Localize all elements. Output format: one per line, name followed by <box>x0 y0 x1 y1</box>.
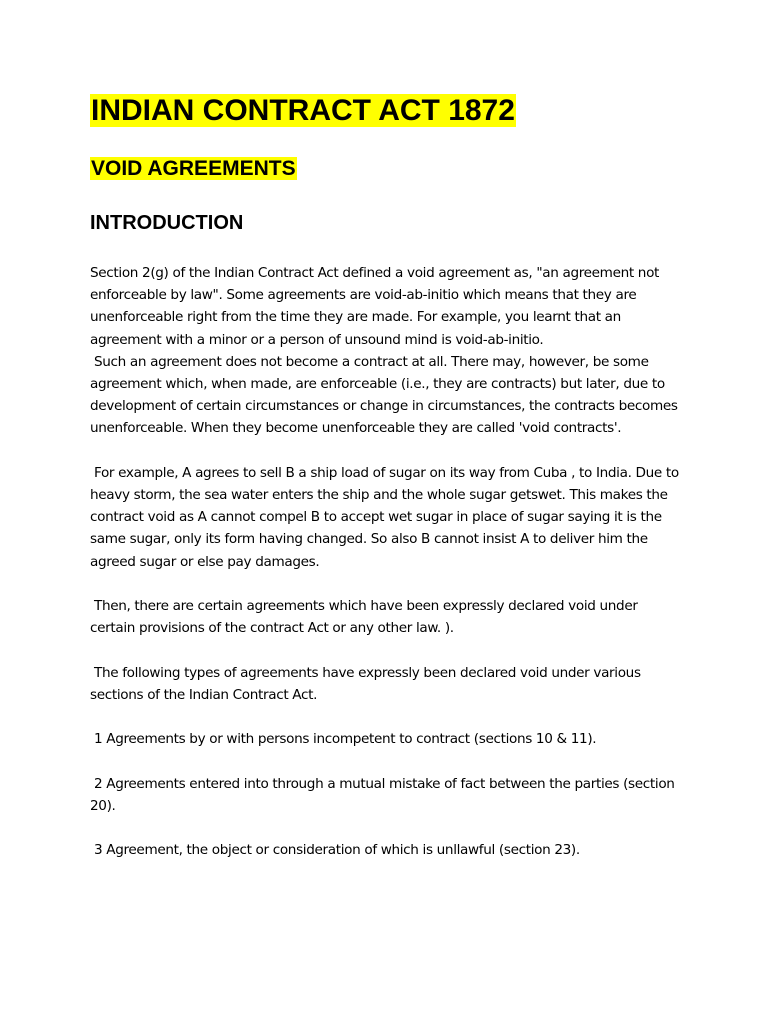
paragraph-types-intro: The following types of agreements have expressly been declared void under various sections of the Indian Contract Act. <box>90 664 645 703</box>
paragraph-spacer <box>90 440 682 462</box>
list-item-3: 3 Agreement, the object or consideration of which is unllawful (section 23). <box>90 842 580 859</box>
paragraph-expressly-declared: Then, there are certain agreements which have been expressly declared void under certain provisions of the contract Act or any other law. ). <box>90 598 642 637</box>
subtitle-highlight: VOID AGREEMENTS <box>91 157 296 180</box>
paragraph-spacer <box>90 573 682 595</box>
title-highlight: INDIAN CONTRACT ACT 1872 <box>91 94 515 127</box>
document-subtitle <box>90 156 297 182</box>
list-item-2: 2 Agreements entered into through a mutual mistake of fact between the parties (section 20). <box>90 775 679 814</box>
document-title <box>90 93 516 129</box>
paragraph-spacer <box>90 750 682 772</box>
body-text <box>90 262 682 861</box>
paragraph-void-contracts: Such an agreement does not become a contract at all. There may, however, be some agreement which, when made, are enforceable (i.e., they are contracts) but later, due to development of certain circumstances or change in circumstances, the contracts becomes unenforceable. When they become unenforceable they are called 'void contracts'. <box>90 353 682 437</box>
paragraph-definition: Section 2(g) of the Indian Contract Act defined a void agreement as, "an agreement not enforceable by law". Some agreements are void-ab-initio which means that they are unenforceable right from the time they are made. For example, you learnt that an agreement with a minor or a person of unsound mind is void-ab-initio. <box>90 265 664 348</box>
list-item-1: 1 Agreements by or with persons incompetent to contract (sections 10 & 11). <box>90 731 597 748</box>
paragraph-spacer <box>90 706 682 728</box>
paragraph-spacer <box>90 817 682 839</box>
paragraph-spacer <box>90 639 682 661</box>
paragraph-example: For example, A agrees to sell B a ship load of sugar on its way from Cuba , to India. Due to heavy storm, the sea water enters the ship and the whole sugar getswet. This makes the contract void as A cannot compel B to accept wet sugar in place of sugar saying it is the same sugar, only its form having changed. So also B cannot insist A to deliver him the agreed sugar or else pay damages. <box>90 464 683 570</box>
section-heading-introduction: INTRODUCTION <box>90 212 244 234</box>
